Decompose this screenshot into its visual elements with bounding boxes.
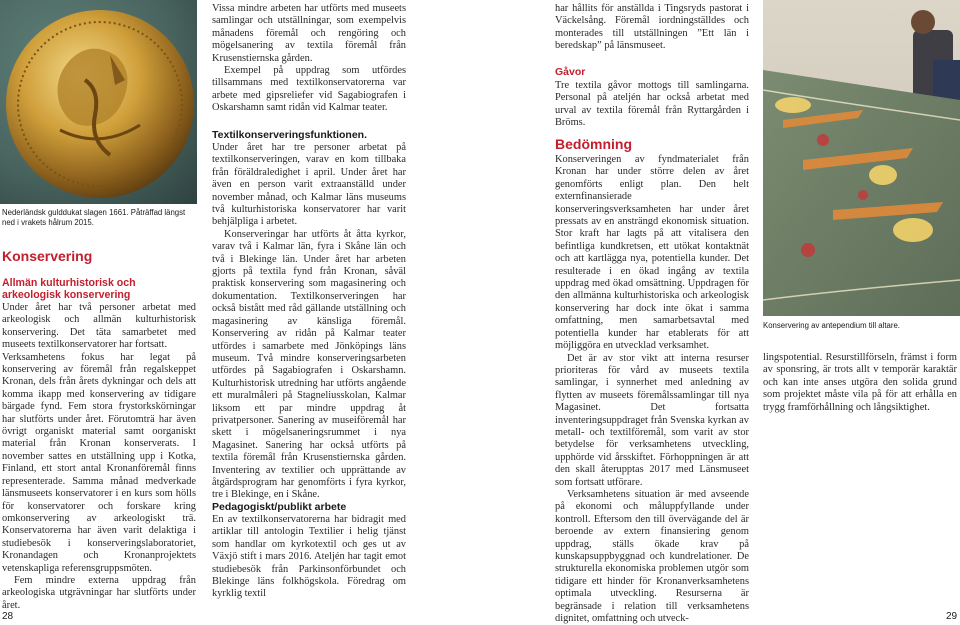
bedomning-body bbox=[555, 154, 749, 625]
page-number-right: 29 bbox=[946, 611, 958, 622]
paragraph: Exempel på uppdrag som utfördes tillsammans med textilkonservatorerna var arbete med gipsreliefer vid Sagabiografen i Oskarshamn samt ridån vid Kalmar teater. bbox=[212, 65, 406, 114]
paragraph: har hållits för anställda i Tingsryds pastorat i Väckelsång. Föremål iordningställdes och monterades till utställningen ”Ett län i beredskap” på länsmuseet. bbox=[555, 3, 749, 52]
paragraph: Verksamhetens situation är med avseende på ekonomi och måluppfyllande under kontroll. Eftersom den till övervägande del är beroende av extern finansiering genom uppdrag, ställs ökade krav på kunskapsuppbyggnad och kundrelationer. De strukturella ekonomiska problemen utgör som tidigare ett hinder för Kronanverksamhetens optimala utveckling. Resurserna är begränsade i relation till verksamhetens dignitet, omfattning och utveck- bbox=[555, 488, 749, 625]
textile-caption: Konservering av antependium till altare. bbox=[763, 321, 900, 330]
left-column-1 bbox=[2, 302, 196, 612]
pedagogic-section-body bbox=[212, 514, 406, 601]
paragraph: Tre textila gåvor mottogs till samlingarna. Personal på ateljén har också arbetat med urval av textila föremål från Ryttargården i Bröms. bbox=[555, 80, 749, 129]
section-title: Konservering bbox=[2, 248, 93, 264]
coin-photo bbox=[0, 0, 197, 204]
textile-photo bbox=[763, 0, 960, 316]
paragraph: Fem mindre externa uppdrag från arkeologiska utgrävningar har slutförts under året. bbox=[2, 574, 196, 611]
pedagogic-section-title: Pedagogiskt/publikt arbete bbox=[212, 501, 347, 513]
coin-caption: Nederländsk gulddukat slagen 1661. Påträffad längst ned i vrakets hålrum 2015. bbox=[2, 208, 186, 227]
left-column-2 bbox=[212, 3, 406, 115]
gavor-title: Gåvor bbox=[555, 66, 586, 78]
right-column-2-bottom bbox=[763, 352, 957, 414]
paragraph: Under året har två personer arbetat med arkeologisk och allmän kulturhistorisk konservering. Det täta samarbetet med museets textilkonservatorer har fortsatt. bbox=[2, 302, 196, 351]
textile-section-title: Textilkonserveringsfunktionen. bbox=[212, 129, 368, 141]
paragraph: Konserveringen av fyndmaterialet från Kronan har under större delen av året genomförts enligt plan. Den helt externfinansierade konserveringsverksamheten har under året pressats av en ansträngd ekonomisk situation. Stor kraft har lagts på att vitalisera den befintliga kundkretsen, ett utökat kontaktnät och att kartlägga nya, potentiella kunder. Det resulterade i en ökad ingång av textila uppdrag med ökad omsättning. Uppdragen för den allmänna kulturhistoriska och arkeologisk konservering har dock inte ökat i samma omfattning, men samarbetsavtal med potentiella kunder har etablerats för att möjliggöra en utvecklad verksamhet. bbox=[555, 154, 749, 352]
paragraph: Verksamhetens fokus har legat på konservering av föremål från regalskeppet Kronan, dels från årets dykningar och dels att komma ikapp med konservering av tidigare bärgade fynd. Fem stora frystorkskörningar har slutförts under året. Förutomträ har även övrigt organiskt material samt oorganiskt material från Kronan konserverats. I november sattes en utställning upp i Kotka, Finland, ett stort antal Kronanföremål finns representerade. Samma månad medverkade länsmuseets konservatorer i en kurs som hölls för konservatorer och forskare kring omkonservering av arkeologiskt trä. Konservatorerna har även varit delaktiga i studiebesök i konserveringslaboratoriet, Kronandagen och Kronanprojektets vetenskapliga referensgruppsmöten. bbox=[2, 351, 196, 574]
antependium-illustration bbox=[763, 0, 960, 316]
gavor-body bbox=[555, 80, 749, 130]
paragraph: Det är av stor vikt att interna resurser prioriteras för vård av museets textila samlingar, i synnerhet med anledning av flytten av museets föremålssamlingar till nya Magasinet. Det fortsatta inventeringsuppdraget från Svenska kyrkan av metall- och textilföremål, som varit av stor betydelse för verksamhetens utveckling, upphörde vid årsskiftet. Förhoppningen är att den skall återupptas 2017 med Länsmuseet som fortsatt utförare. bbox=[555, 352, 749, 488]
paragraph: En av textilkonservatorerna har bidragit med artiklar till antologin Textilier i helig tjänst som handlar om kyrkotextil och ges ut av Växjö stift i mars 2016. Ateljén har tagit emot studiebesök från Parkinsonförbundet och Blekinge läns folkhögskola. Föredrag om kyrklig textil bbox=[212, 514, 406, 600]
textile-section-body bbox=[212, 142, 406, 502]
paragraph: Vissa mindre arbeten har utförts med museets samlingar och utställningar, som exempelvis månadens föremål och rengöring och mögelsanering av textila föremål från Krusenstiernska gården. bbox=[212, 3, 406, 64]
page-number-left: 28 bbox=[2, 611, 14, 622]
gold-coin-icon bbox=[0, 0, 197, 204]
paragraph: lingspotential. Resurstillförseln, främst i form av sponsring, är trots allt v temporär karaktär och kan inte anses utgöra den solida grund som projektet måste vila på för att erhålla en trygg framförhållning och långsiktighet. bbox=[763, 352, 957, 413]
bedomning-title: Bedömning bbox=[555, 136, 632, 152]
paragraph: Under året har tre personer arbetat på textilkonserveringen, varav en kom tillbaka från föräldraledighet i april. Under året har även en person varit extraanställd under november månad, och Kalmar läns museums två kulturhistoriska konservatorer har varit behjälpliga i arbetet. bbox=[212, 142, 406, 228]
subsection-title: Allmän kulturhistorisk och arkeologisk konservering bbox=[2, 277, 136, 302]
paragraph: Konserveringar har utförts åt åtta kyrkor, varav två i Kalmar län, fyra i Skåne län och två i Blekinge län. Under året har arbeten gjorts på textila fynd från Kronan, såväl praktisk konservering som magasinering och dokumentation. Textilkonserveringen har också bistått med råd gällande utställning och magasinering av känsliga föremål. Konservering av ridån på Kalmar teater utfördes i samarbete med Jönköpings läns museum. Två mindre konserveringsarbeten utfördes på Sagabiografen i Oskarshamn. Kulturhistorisk utredning har utförts angående ett muralmåleri på Stagneliusskolan, Kalmar liksom ett par mindre uppdrag åt privatpersoner. Sanering av museiföremål har skett i mögelsaneringsrummet i nya Magasinet. Sanering har också utförts på textila föremål från Krusenstiernska gården. Inventering av textilier och upprättande av åtgärdsprogram har genomförts i fyra kyrkor, tre i Blekinge, en i Skåne. bbox=[212, 228, 406, 501]
right-column-1-top bbox=[555, 3, 749, 53]
